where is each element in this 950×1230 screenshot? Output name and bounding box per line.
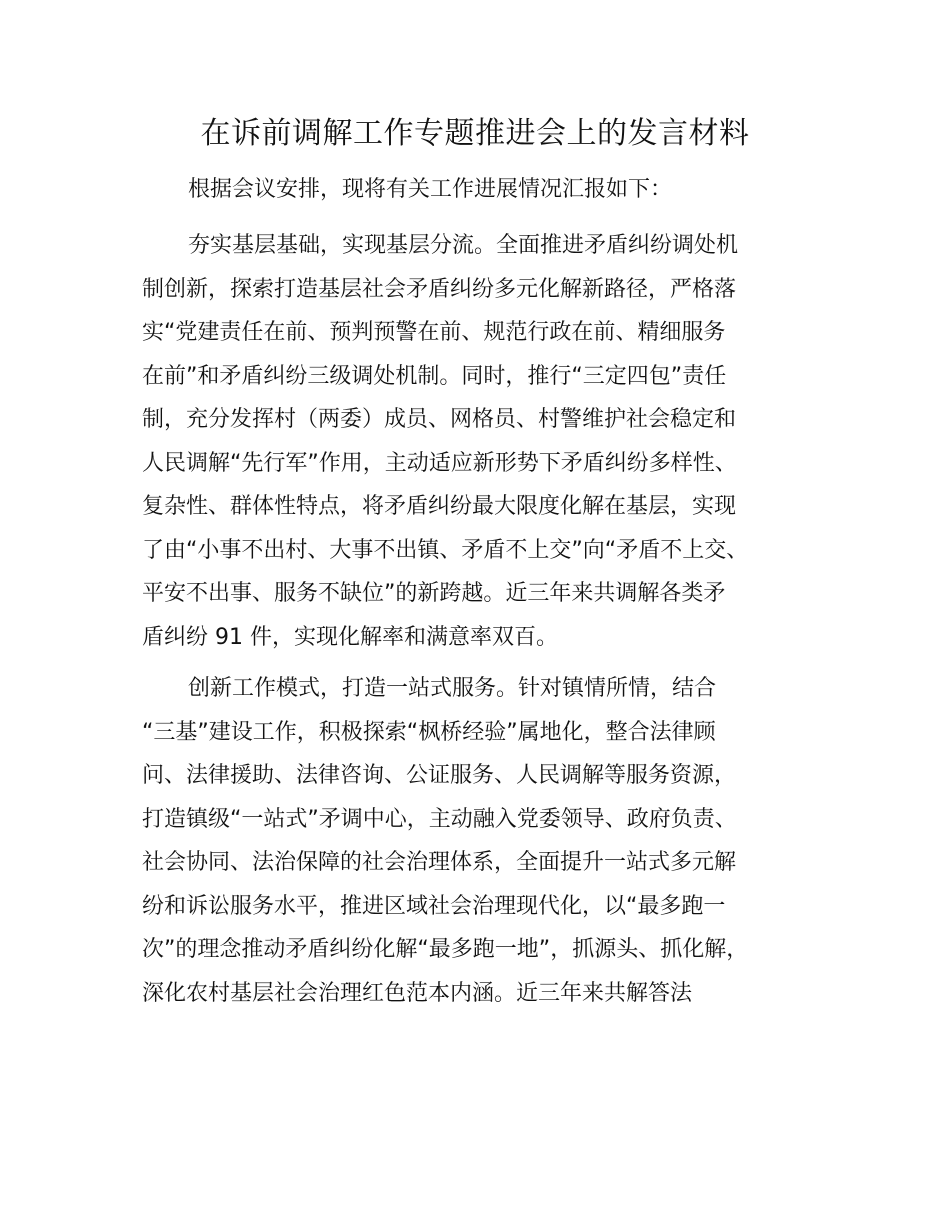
paragraph-line: 制，充分发挥村（两委）成员、网格员、村警维护社会稳定和 (142, 407, 737, 432)
paragraph-line: 深化农村基层社会治理红色范本内涵。近三年来共解答法 (142, 980, 693, 1006)
paragraph-line: 人民调解“先行军”作用，主动适应新形势下矛盾纠纷多样性、 (142, 450, 737, 476)
paragraph-1 (142, 224, 832, 659)
paragraph-2 (142, 667, 832, 1015)
paragraph-line: 创新工作模式，打造一站式服务。针对镇情所情，结合 (188, 676, 717, 701)
paragraph-line: “三基”建设工作，积极探索“枫桥经验”属地化，整合法律顾 (142, 719, 716, 745)
paragraph-line: 夯实基层基础，实现基层分流。全面推进矛盾纠纷调处机 (188, 233, 739, 258)
paragraph-line: 复杂性、群体性特点，将矛盾纠纷最大限度化解在基层，实现 (142, 494, 737, 519)
paragraph-line: 纷和诉讼服务水平，推进区域社会治理现代化，以“最多跑一 (142, 893, 726, 919)
paragraph-line: 制创新，探索打造基层社会矛盾纠纷多元化解新路径，严格落 (142, 276, 737, 302)
paragraph-line: 次”的理念推动矛盾纠纷化解“最多跑一地”，抓源头、抓化解， (142, 937, 749, 962)
paragraph-line: 实“党建责任在前、预判预警在前、规范行政在前、精细服务 (142, 320, 726, 345)
paragraph-line: 平安不出事、服务不缺位”的新跨越。近三年来共调解各类矛 (142, 581, 726, 606)
paragraph-line: 在前”和矛盾纠纷三级调处机制。同时，推行“三定四包”责任 (142, 363, 727, 389)
paragraph-line: 盾纠纷 91 件，实现化解率和满意率双百。 (142, 624, 558, 650)
paragraph-line: 打造镇级“一站式”矛调中心，主动融入党委领导、政府负责、 (142, 806, 737, 832)
intro-line: 根据会议安排，现将有关工作进展情况汇报如下： (188, 177, 673, 202)
paragraph-line: 社会协同、法治保障的社会治理体系，全面提升一站式多元解 (142, 850, 737, 875)
document-title: 在诉前调解工作专题推进会上的发言材料 (200, 116, 750, 151)
paragraph-line: 问、法律援助、法律咨询、公证服务、人民调解等服务资源， (142, 763, 737, 788)
paragraph-line: 了由“小事不出村、大事不出镇、矛盾不上交”向“矛盾不上交、 (142, 537, 749, 563)
intro-paragraph (142, 168, 832, 212)
